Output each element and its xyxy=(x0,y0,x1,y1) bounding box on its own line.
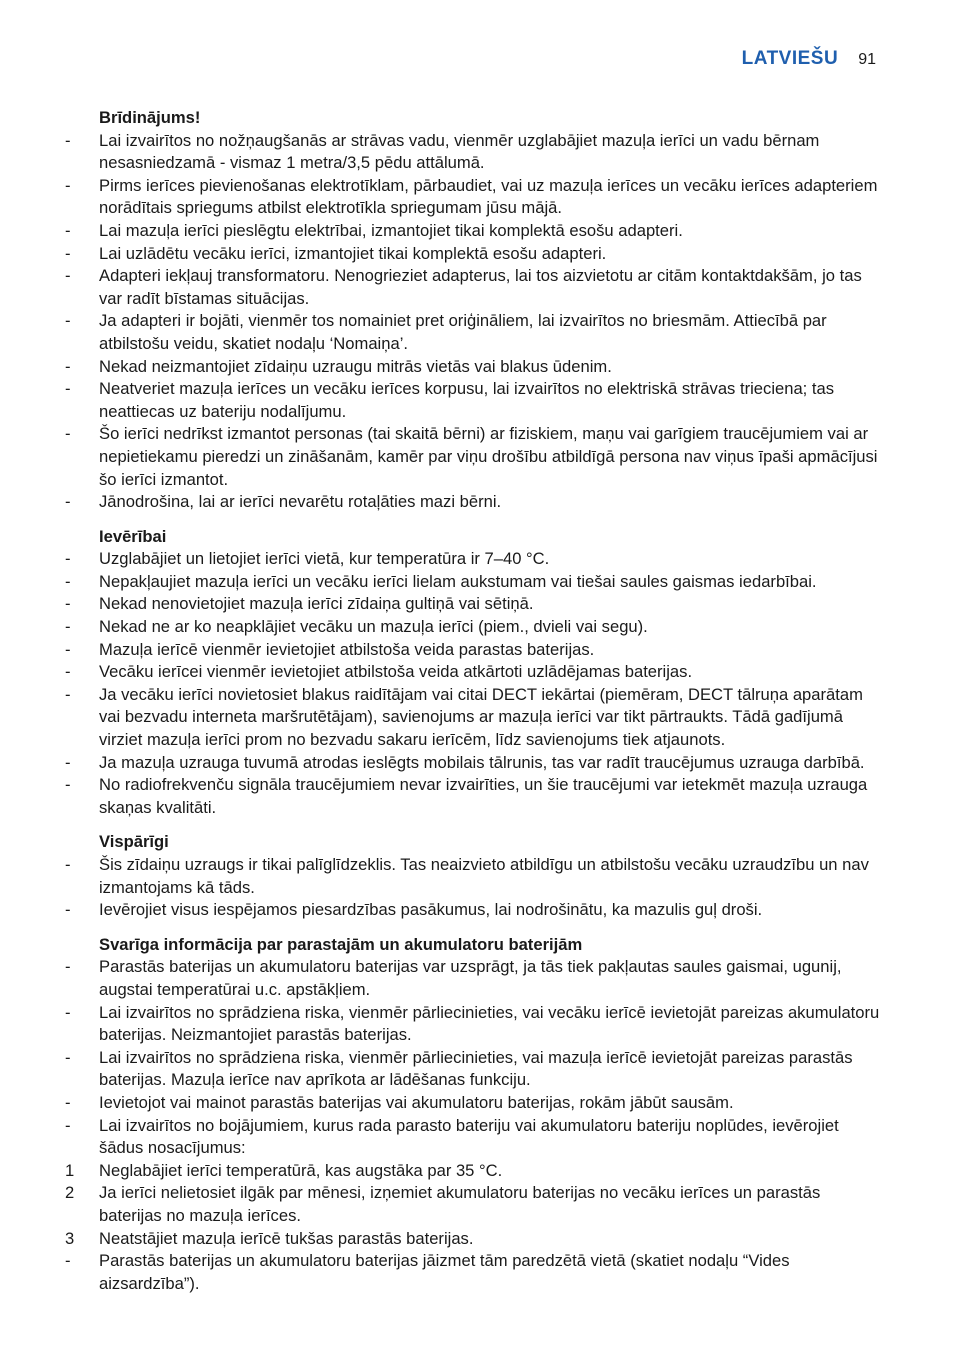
list-item xyxy=(62,854,880,899)
list-item-text: Neatveriet mazuļa ierīces un vecāku ierīces korpusu, lai izvairītos no elektriskā strāvas trieciena; tas neattiecas uz bateriju nodalījumu. xyxy=(99,379,835,421)
list-marker: 3 xyxy=(65,1228,75,1248)
list-item-text: Lai mazuļa ierīci pieslēgtu elektrībai, izmantojiet tikai komplektā esošu adapteri. xyxy=(99,220,683,240)
list-marker: - xyxy=(65,662,71,682)
list-item-text: Ja adapteri ir bojāti, vienmēr tos nomainiet pret oriģināliem, lai izvairītos no briesmām. Attiecībā par atbilstošu veidu, skatiet nodaļu ‘Nomaiņa’. xyxy=(99,311,827,353)
list-item-text: Parastās baterijas un akumulatoru baterijas jāizmet tām paredzētā vietā (skatiet nodaļu “Vides aizsardzība”). xyxy=(99,1251,790,1293)
list-marker: - xyxy=(65,492,71,512)
list-marker: - xyxy=(65,266,71,286)
list-marker: - xyxy=(65,855,71,874)
list-item-text: Adapteri iekļauj transformatoru. Nenogrieziet adapterus, lai tos aizvietotu ar citām kontaktdakšām, jo tas var radīt bīstamas situācijas. xyxy=(99,266,862,308)
list-item xyxy=(62,378,880,423)
list-item-text: Nekad neizmantojiet zīdaiņu uzraugu mitrās vietās vai blakus ūdenim. xyxy=(99,356,612,376)
list-item-text: Neatstājiet mazuļa ierīcē tukšas parastās baterijas. xyxy=(99,1228,474,1248)
section-heading: Brīdinājums! xyxy=(99,108,201,127)
list-item-text: Nekad nenovietojiet mazuļa ierīci zīdaiņa gultiņā vai sētiņā. xyxy=(99,594,534,614)
section xyxy=(62,526,880,820)
list-item xyxy=(62,1228,880,1251)
list-marker: - xyxy=(65,220,71,240)
list-item-text: Neglabājiet ierīci temperatūrā, kas augstāka par 35 °C. xyxy=(99,1160,503,1180)
list-item xyxy=(62,1160,880,1183)
list-item-text: Lai izvairītos no bojājumiem, kurus rada parasto bateriju vai akumulatoru bateriju noplūdes, ievērojiet šādus nosacījumus: xyxy=(99,1115,839,1158)
list-item xyxy=(62,130,880,175)
list-item-text: Ja vecāku ierīci novietosiet blakus raidītājam vai citai DECT iekārtai (piemēram, DECT tālruņa aparātam vai bezvadu interneta maršrutētājam), savienojums ar mazuļa ierīci var tikt pārtraukts. Tādā gadījumā virziet mazuļa ierīci prom no bezvadu sakaru ierīcēm, līdz savienojums tiek atjaunots. xyxy=(99,684,863,750)
list-item xyxy=(62,548,880,571)
list-marker: - xyxy=(65,752,71,772)
list-item-text: Jānodrošina, lai ar ierīci nevarētu rotaļāties mazi bērni. xyxy=(99,492,502,512)
list-item xyxy=(62,752,880,775)
list-item xyxy=(62,175,880,220)
list-marker: - xyxy=(65,311,71,331)
list-marker: - xyxy=(65,1002,71,1022)
list-item-text: Pirms ierīces pievienošanas elektrotīklam, pārbaudiet, vai uz mazuļa ierīces un vecāku ierīces adapteriem norādītais spriegums atbilst elektrotīkla spriegumam jūsu mājā. xyxy=(99,175,878,218)
list-item xyxy=(62,220,880,243)
list-marker: - xyxy=(65,356,71,376)
list-marker: - xyxy=(65,130,71,150)
list-marker: - xyxy=(65,957,71,977)
list-marker: - xyxy=(65,175,71,195)
list-item xyxy=(62,1250,880,1295)
list-marker: - xyxy=(65,684,71,704)
list-marker: - xyxy=(65,1115,71,1135)
list-item xyxy=(62,1047,880,1092)
list-item-text: No radiofrekvenču signāla traucējumiem nevar izvairīties, un šie traucējumi var ietekmēt mazuļa uzrauga skaņas kvalitāti. xyxy=(99,775,868,817)
list-item-text: Lai izvairītos no nožņaugšanās ar strāvas vadu, vienmēr uzglabājiet mazuļa ierīci un vadu bērnam nesasniedzamā - vismaz 1 metra/3,5 pēdu attālumā. xyxy=(99,130,820,173)
section xyxy=(62,934,880,1296)
list-item xyxy=(62,899,880,922)
list-item-text: Lai izvairītos no sprādziena riska, vienmēr pārliecinieties, vai mazuļa ierīcē ievietojāt pareizas parastās baterijas. Mazuļa ierīce nav aprīkota ar lādēšanas funkciju. xyxy=(99,1047,853,1090)
list-item-text: Lai izvairītos no sprādziena riska, vienmēr pārliecinieties, vai vecāku ierīcē ievietojāt pareizas akumulatoru baterijas. Neizmantojiet parastās baterijas. xyxy=(99,1002,880,1045)
list-item-text: Ja ierīci nelietosiet ilgāk par mēnesi, izņemiet akumulatoru baterijas no vecāku ierīces un parastās baterijas no mazuļa ierīces. xyxy=(99,1183,821,1225)
list-item xyxy=(62,1092,880,1115)
list-item-text: Ja mazuļa uzrauga tuvumā atrodas ieslēgts mobilais tālrunis, tas var radīt traucējumus uzrauga darbībā. xyxy=(99,752,865,772)
list-marker: 2 xyxy=(65,1183,75,1203)
list-item xyxy=(62,639,880,662)
list-item-text: Nekad ne ar ko neapklājiet vecāku un mazuļa ierīci (piem., dvieli vai segu). xyxy=(99,617,648,637)
list-item xyxy=(62,684,880,752)
list-item-text: Ievērojiet visus iespējamos piesardzības pasākumus, lai nodrošinātu, ka mazulis guļ droši. xyxy=(99,900,763,920)
list-marker: - xyxy=(65,424,71,444)
list-marker: 1 xyxy=(65,1160,75,1180)
list-marker: - xyxy=(65,900,71,920)
list-marker: - xyxy=(65,1047,71,1067)
list-item xyxy=(62,593,880,616)
list-item xyxy=(62,423,880,491)
list-marker: - xyxy=(65,379,71,399)
list-item-text: Vecāku ierīcei vienmēr ievietojiet atbilstoša veida atkārtoti uzlādējamas baterijas. xyxy=(99,662,693,682)
list-item-text: Šo ierīci nedrīkst izmantot personas (tai skaitā bērni) ar fiziskiem, maņu vai garīgiem traucējumiem vai ar nepietiekamu pieredzi un zināšanām, kamēr par viņu drošību atbildīgā persona nav viņus īpaši apmācījusi šo ierīci izmantot. xyxy=(99,424,878,489)
list-item xyxy=(62,243,880,266)
list-item-text: Nepakļaujiet mazuļa ierīci un vecāku ierīci lielam aukstumam vai tiešai saules gaismas iedarbībai. xyxy=(99,571,817,591)
list-marker: - xyxy=(65,617,71,637)
list-item xyxy=(62,265,880,310)
section xyxy=(62,831,880,921)
list-item xyxy=(62,1115,880,1160)
list-item-text: Ievietojot vai mainot parastās baterijas vai akumulatoru baterijas, rokām jābūt sausām. xyxy=(99,1092,734,1112)
list-marker: - xyxy=(65,549,71,569)
page-header xyxy=(742,48,876,70)
list-item xyxy=(62,310,880,355)
list-marker: - xyxy=(65,1251,71,1271)
list-marker: - xyxy=(65,571,71,591)
list-item xyxy=(62,356,880,379)
list-item-text: Uzglabājiet un lietojiet ierīci vietā, kur temperatūra ir 7–40 °C. xyxy=(99,549,550,569)
list-item xyxy=(62,661,880,684)
list-item xyxy=(62,491,880,514)
list-marker: - xyxy=(65,775,71,795)
list-item xyxy=(62,616,880,639)
section-heading: Svarīga informācija par parastajām un akumulatoru baterijām xyxy=(99,934,583,954)
list-item xyxy=(62,571,880,594)
list-marker: - xyxy=(65,1092,71,1112)
list-item-text: Mazuļa ierīcē vienmēr ievietojiet atbilstoša veida parastas baterijas. xyxy=(99,639,595,659)
list-marker: - xyxy=(65,243,71,263)
list-item-text: Parastās baterijas un akumulatoru baterijas var uzsprāgt, ja tās tiek pakļautas saules gaismai, ugunij, augstai temperatūrai u.c. apstākļiem. xyxy=(99,957,842,999)
list-item xyxy=(62,1182,880,1227)
language-label: LATVIEŠU xyxy=(741,48,839,69)
list-item xyxy=(62,1002,880,1047)
section-heading: Vispārīgi xyxy=(99,832,169,852)
section xyxy=(62,107,880,514)
list-item-text: Šis zīdaiņu uzraugs ir tikai palīglīdzeklis. Tas neaizvieto atbildīgu un atbilstošu vecāku uzraudzību un nav izmantojams kā tāds. xyxy=(99,855,869,897)
list-item xyxy=(62,956,880,1001)
section-heading: Ievērībai xyxy=(99,526,167,546)
document-body xyxy=(62,107,880,1307)
list-marker: - xyxy=(65,639,71,659)
page-number: 91 xyxy=(858,51,876,68)
list-marker: - xyxy=(65,594,71,614)
list-item xyxy=(62,774,880,819)
list-item-text: Lai uzlādētu vecāku ierīci, izmantojiet tikai komplektā esošu adapteri. xyxy=(99,243,607,263)
